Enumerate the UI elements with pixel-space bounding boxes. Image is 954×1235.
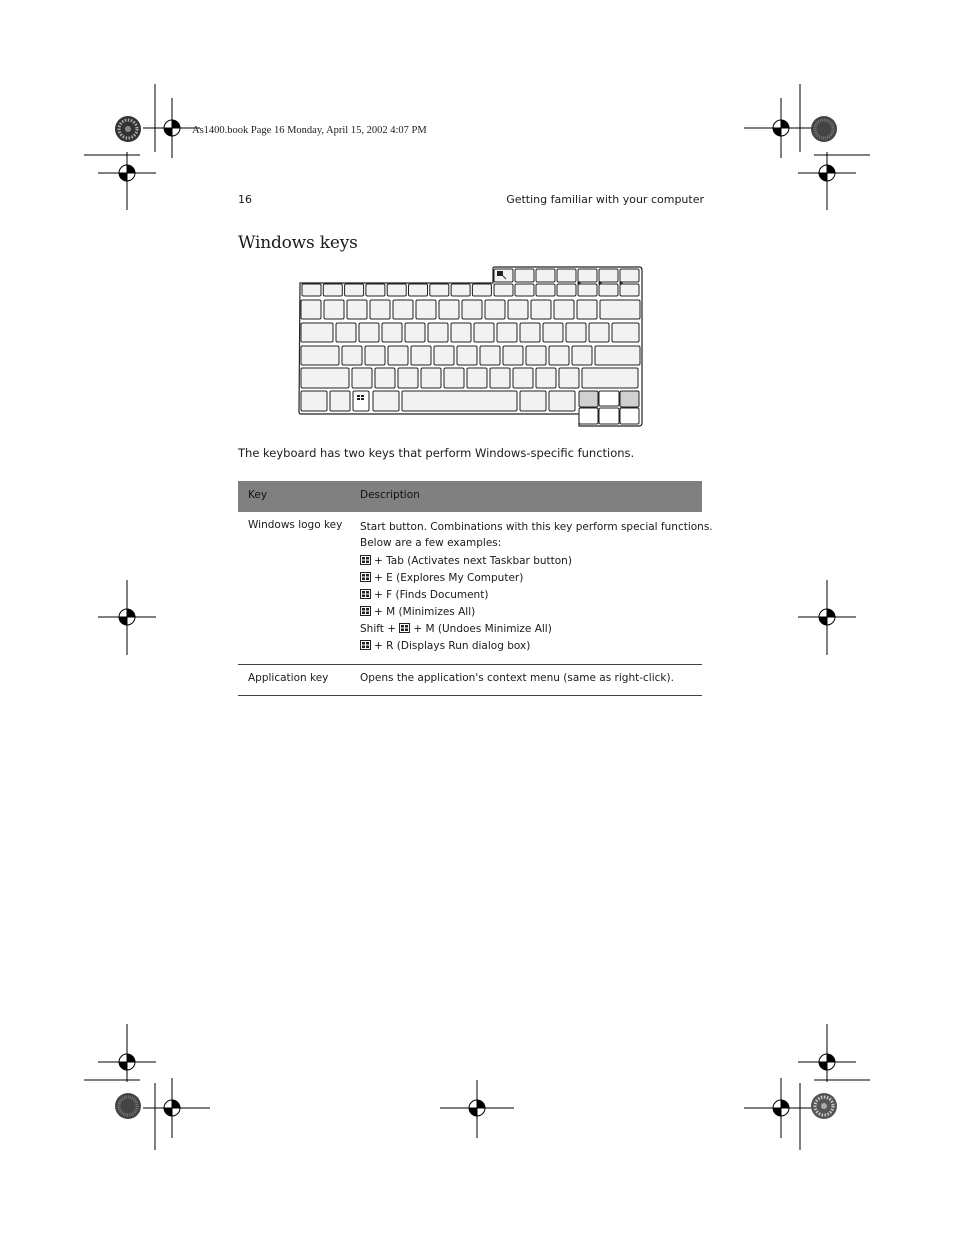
description-line: Start button. Combinations with this key perform special functions. — [360, 521, 713, 533]
keyboard-key — [301, 323, 333, 342]
combo-line — [360, 638, 700, 655]
keyboard-key — [373, 391, 399, 411]
keyboard-key — [520, 391, 546, 411]
combo-line — [360, 570, 700, 587]
keyboard-key — [577, 300, 597, 319]
keyboard-key — [612, 323, 639, 342]
combo-text: + M (Minimizes All) — [374, 606, 476, 618]
keyboard-key — [536, 269, 555, 282]
header-description: Description — [360, 489, 420, 501]
keyboard-key — [600, 300, 640, 319]
keyboard-key — [589, 323, 609, 342]
keyboard-key — [515, 284, 534, 296]
windows-logo-icon — [360, 571, 371, 581]
keyboard-key — [620, 284, 639, 296]
keyboard-key — [405, 323, 425, 342]
keyboard-key — [365, 346, 385, 365]
combo-text: + E (Explores My Computer) — [374, 572, 524, 584]
keyboard-key — [301, 391, 327, 411]
keyboard-key — [387, 284, 406, 296]
windows-logo-icon — [360, 588, 371, 598]
arrow-key — [620, 391, 639, 407]
keyboard-key — [543, 323, 563, 342]
shift-prefix: Shift + — [360, 623, 397, 635]
keyboard-key — [526, 346, 546, 365]
windows-logo-icon — [360, 554, 371, 564]
keyboard-key — [324, 300, 344, 319]
keyboard-key — [557, 269, 576, 282]
key-name: Application key — [248, 672, 329, 684]
section-title: Windows keys — [238, 233, 358, 253]
keyboard-key — [554, 300, 574, 319]
space-bar — [402, 391, 517, 411]
keyboard-key — [444, 368, 464, 388]
keyboard-key — [549, 346, 569, 365]
keyboard-key — [366, 284, 385, 296]
keyboard-key — [439, 300, 459, 319]
keyboard-key — [345, 284, 364, 296]
combo-line — [360, 553, 700, 570]
keyboard-key — [480, 346, 500, 365]
keyboard-key — [578, 269, 597, 282]
keyboard-key — [472, 284, 491, 296]
keyboard-key — [494, 284, 513, 296]
keyboard-key — [536, 284, 555, 296]
arrow-key — [579, 391, 598, 407]
keyboard-key — [416, 300, 436, 319]
running-title: Getting familiar with your computer — [506, 193, 704, 206]
keyboard-key — [428, 323, 448, 342]
combo-line — [360, 621, 700, 638]
keyboard-illustration — [297, 266, 644, 428]
header-key: Key — [248, 489, 268, 501]
keyboard-key — [578, 284, 597, 296]
keyboard-key — [393, 300, 413, 319]
keyboard-key — [531, 300, 551, 319]
keyboard-key — [421, 368, 441, 388]
keyboard-key — [508, 300, 528, 319]
key-description: Opens the application's context menu (same as right-click). — [360, 672, 674, 684]
key-description — [360, 519, 713, 655]
registration-disc-top-left — [115, 116, 141, 142]
keyboard-key — [474, 323, 494, 342]
keyboard-key — [382, 323, 402, 342]
combo-line — [360, 587, 700, 604]
keyboard-key — [370, 300, 390, 319]
keyboard-key — [497, 323, 517, 342]
combo-line — [360, 604, 700, 621]
keyboard-key — [515, 269, 534, 282]
table-header — [238, 481, 702, 512]
keyboard-key — [323, 284, 342, 296]
keyboard-key — [557, 284, 576, 296]
keyboard-key — [352, 368, 372, 388]
keyboard-key — [490, 368, 510, 388]
windows-keys-table — [238, 481, 713, 696]
description-line: Below are a few examples: — [360, 537, 502, 549]
registration-disc-bottom-left — [115, 1093, 141, 1119]
table-row — [238, 665, 702, 696]
intro-text: The keyboard has two keys that perform Windows-specific functions. — [238, 446, 635, 460]
keyboard-key — [388, 346, 408, 365]
keyboard-key — [494, 269, 513, 282]
key-name: Windows logo key — [248, 519, 343, 531]
keyboard-key — [566, 323, 586, 342]
keyboard-key — [342, 346, 362, 365]
key-indicator-dot — [619, 281, 622, 284]
keyboard-key — [595, 346, 640, 365]
keyboard-key — [599, 284, 618, 296]
keyboard-key — [336, 323, 356, 342]
keyboard-key — [375, 368, 395, 388]
windows-logo-icon — [360, 605, 371, 615]
keyboard-key — [485, 300, 505, 319]
keyboard-key — [503, 346, 523, 365]
keyboard-key — [347, 300, 367, 319]
combo-text: + Tab (Activates next Taskbar button) — [374, 555, 572, 567]
keyboard-key — [467, 368, 487, 388]
combo-text: + R (Displays Run dialog box) — [374, 640, 531, 652]
arrow-key-up — [599, 391, 619, 406]
keyboard-key — [582, 368, 638, 388]
arrow-key-right — [620, 408, 639, 424]
print-info: As1400.book Page 16 Monday, April 15, 2002 4:07 PM — [192, 125, 427, 136]
windows-logo-key — [353, 391, 369, 411]
keyboard-key — [457, 346, 477, 365]
keyboard-key — [330, 391, 350, 411]
keyboard-key — [520, 323, 540, 342]
keyboard-key — [462, 300, 482, 319]
keyboard-key — [620, 269, 639, 282]
keyboard-key — [549, 391, 575, 411]
combo-text: + M (Undoes Minimize All) — [413, 623, 552, 635]
windows-logo-icon — [360, 639, 371, 649]
keyboard-key — [301, 368, 349, 388]
registration-disc-bottom-right — [811, 1093, 837, 1119]
windows-logo-icon — [399, 622, 410, 632]
arrow-key-left — [579, 408, 598, 424]
keyboard-key — [451, 323, 471, 342]
keyboard-key — [434, 346, 454, 365]
key-indicator-dot — [598, 281, 601, 284]
keyboard-key — [430, 284, 449, 296]
keyboard-key — [301, 300, 321, 319]
keyboard-key — [536, 368, 556, 388]
keyboard-key — [599, 269, 618, 282]
keyboard-key — [559, 368, 579, 388]
keyboard-key — [572, 346, 592, 365]
keyboard-key — [411, 346, 431, 365]
keyboard-key — [359, 323, 379, 342]
keyboard-key — [451, 284, 470, 296]
keyboard-key — [398, 368, 418, 388]
keyboard-key — [409, 284, 428, 296]
keyboard-key — [301, 346, 339, 365]
page-number: 16 — [238, 193, 252, 206]
keyboard-key — [302, 284, 321, 296]
keyboard-key — [513, 368, 533, 388]
combo-text: + F (Finds Document) — [374, 589, 489, 601]
key-indicator-dot — [577, 281, 580, 284]
table-row — [238, 512, 713, 665]
arrow-key-down — [599, 408, 619, 424]
registration-disc-top-right — [811, 116, 837, 142]
